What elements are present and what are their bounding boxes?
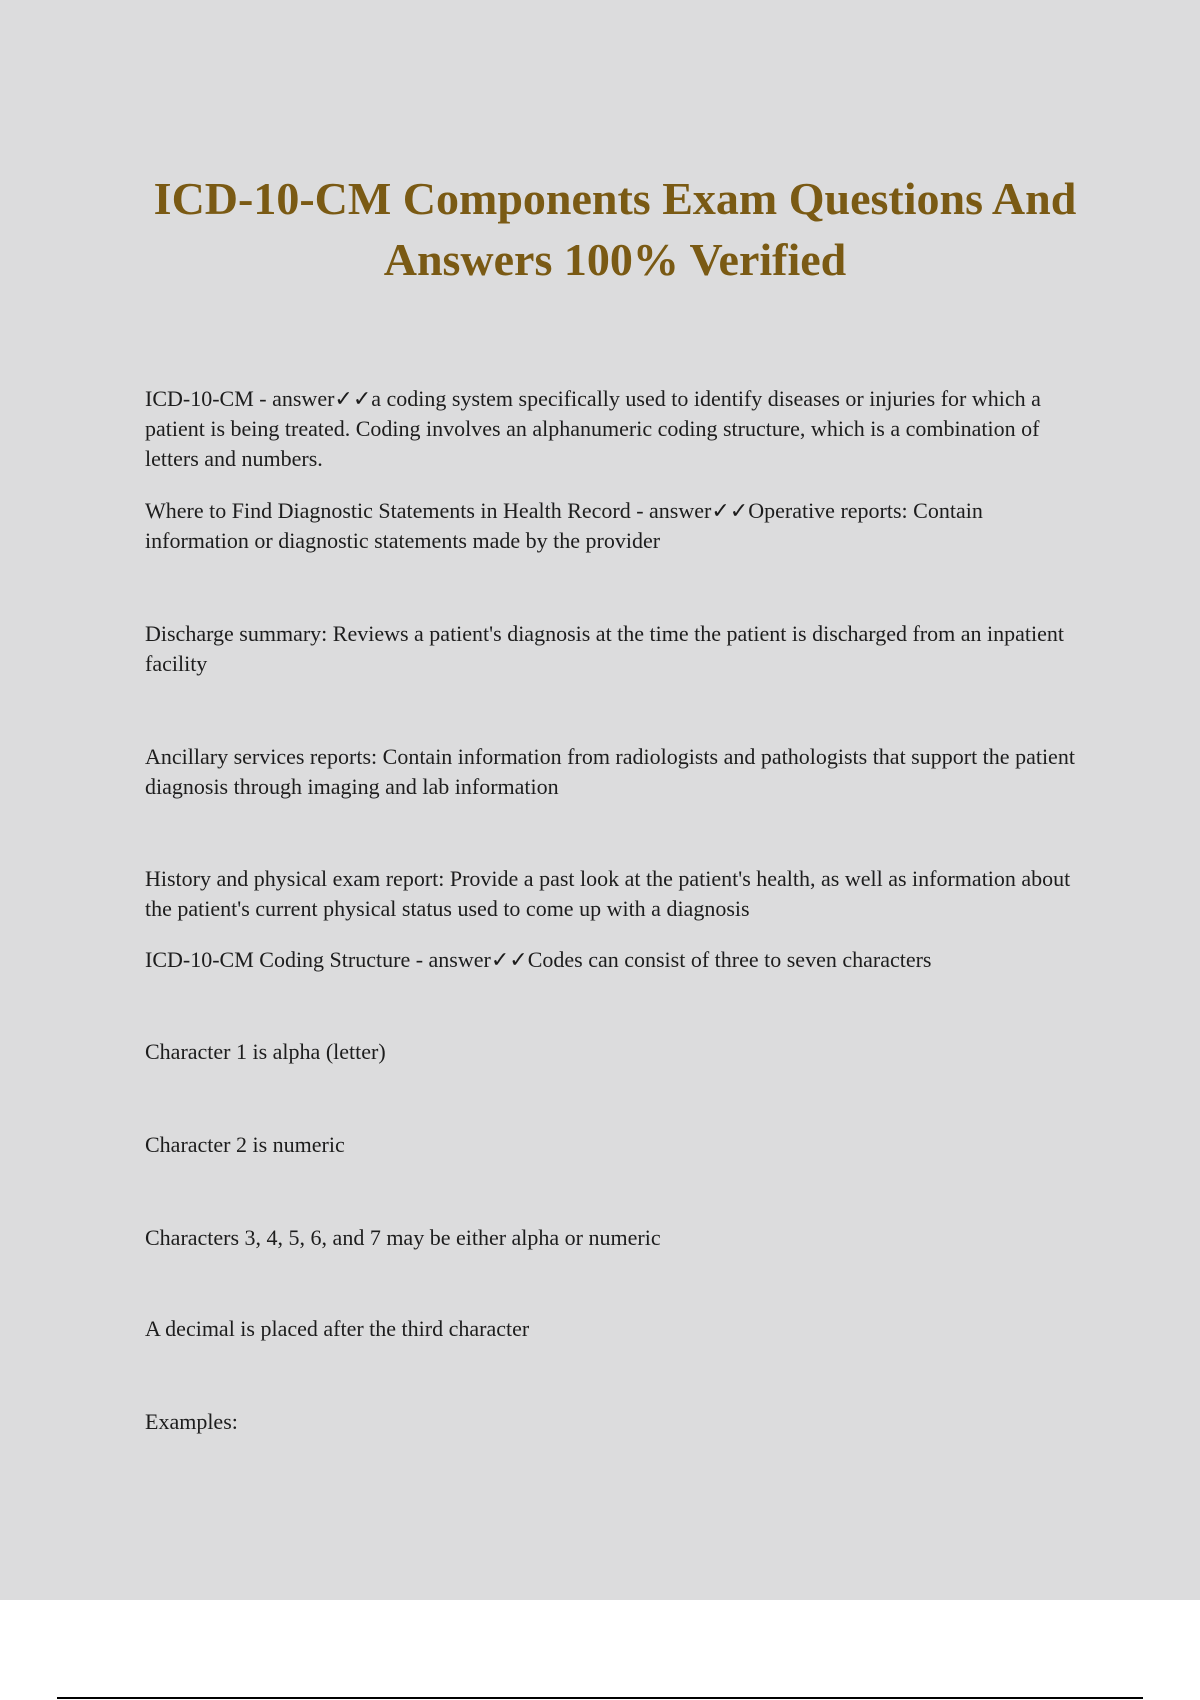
paragraph-ancillary-services: Ancillary services reports: Contain information from radiologists and pathologists that support the patient diagnosis through imaging and lab information — [145, 744, 1075, 799]
paragraph-history-physical: History and physical exam report: Provide a past look at the patient's health, as well as information about the patient's current physical status used to come up with a diagnosis — [145, 866, 1071, 921]
paragraph-character-1: Character 1 is alpha (letter) — [145, 1039, 386, 1064]
paragraph-discharge-summary: Discharge summary: Reviews a patient's diagnosis at the time the patient is discharged from an inpatient facility — [145, 621, 1064, 676]
paragraph-diagnostic-statements: Where to Find Diagnostic Statements in Health Record - answer✓✓Operative reports: Contain information or diagnostic statements made by the provider — [145, 498, 983, 553]
paragraph-character-2: Character 2 is numeric — [145, 1132, 345, 1157]
document-title: ICD-10-CM Components Exam Questions And Answers 100% Verified — [153, 173, 1077, 285]
paragraph-characters-3-7: Characters 3, 4, 5, 6, and 7 may be either alpha or numeric — [145, 1225, 661, 1250]
paragraph-coding-structure: ICD-10-CM Coding Structure - answer✓✓Codes can consist of three to seven characters — [145, 947, 932, 972]
paragraph-icd10cm-definition: ICD-10-CM - answer✓✓a coding system specifically used to identify diseases or injuries for which a patient is being treated. Coding involves an alphanumeric coding structure, which is a combination of letters and numbers. — [145, 386, 1041, 471]
paragraph-examples: Examples: — [145, 1409, 238, 1434]
paragraph-decimal: A decimal is placed after the third character — [145, 1316, 530, 1341]
bottom-divider — [57, 1697, 1143, 1699]
